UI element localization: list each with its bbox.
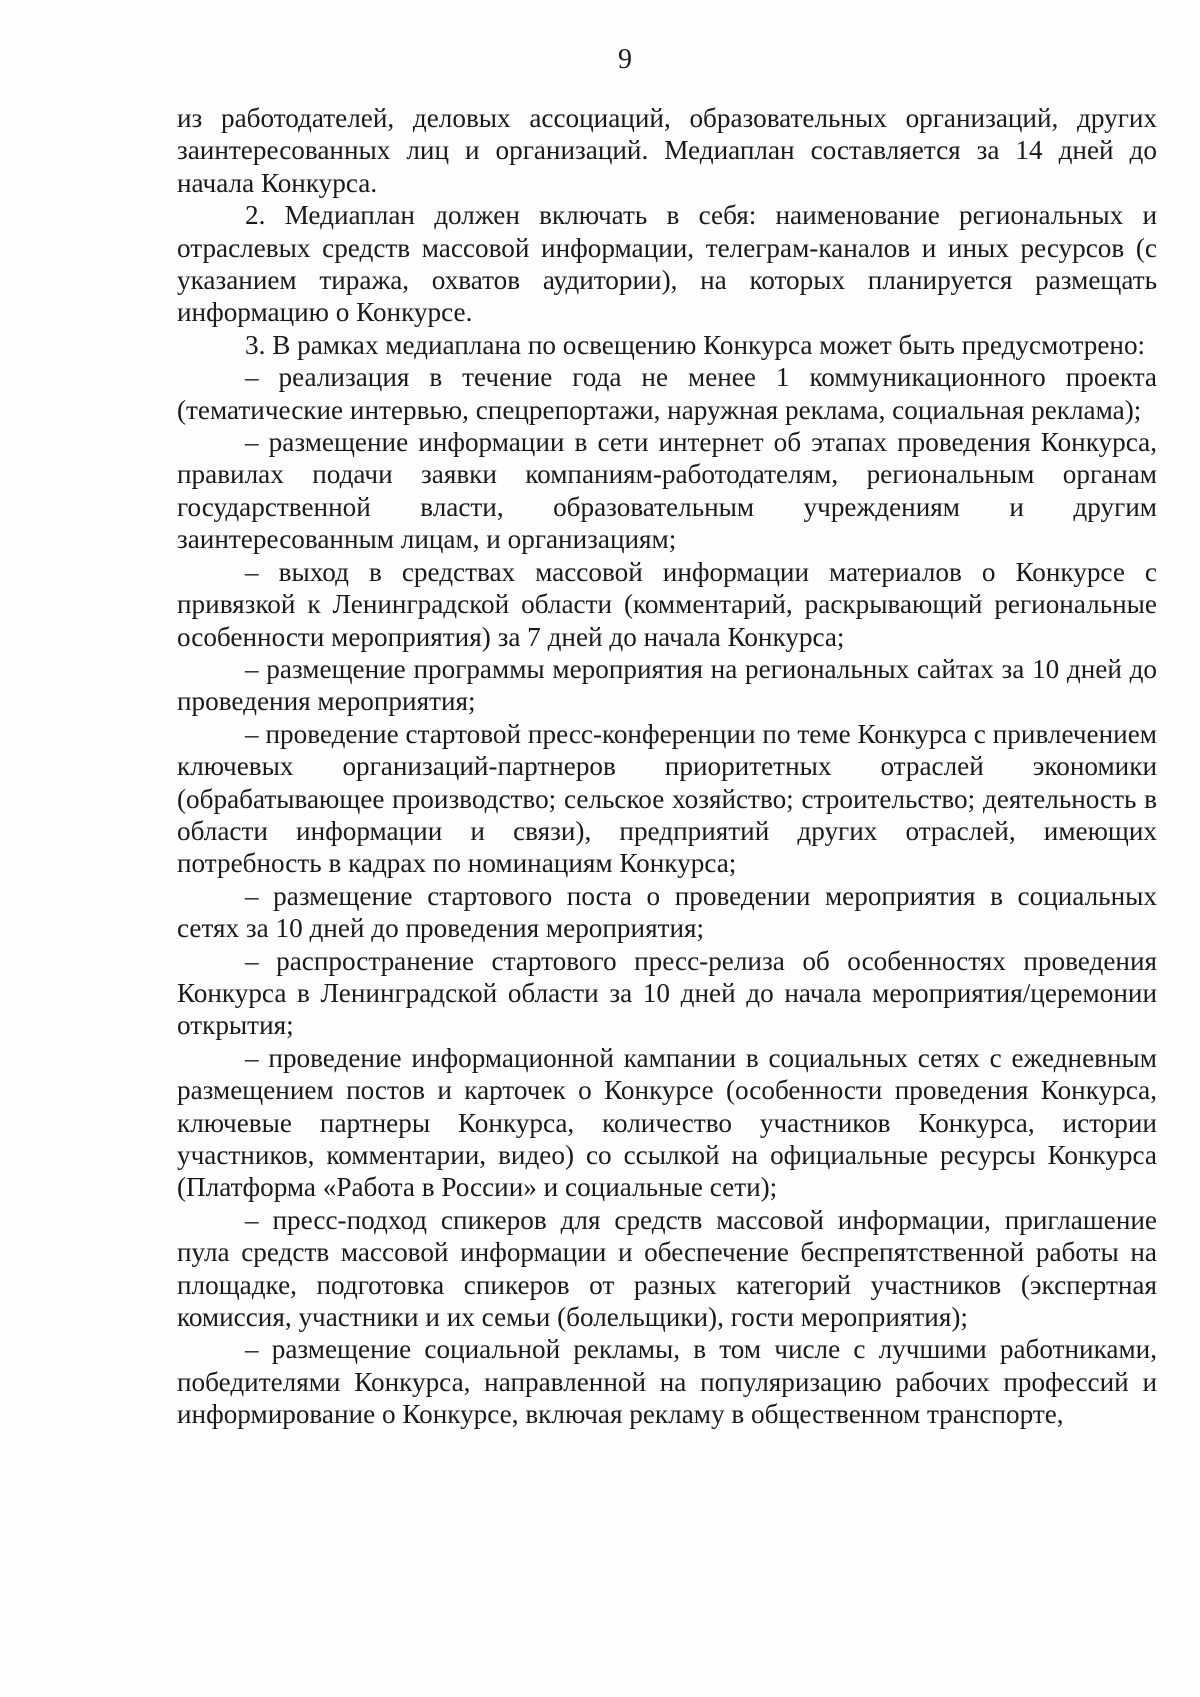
list-item-start-post: – размещение стартового поста о проведении мероприятия в социальных сетях за 10 дней до проведения мероприятия;: [177, 880, 1157, 944]
paragraph-item-3: 3. В рамках медиаплана по освещению Конкурса может быть предусмотрено:: [245, 329, 1146, 360]
list-item-program-placement: – размещение программы мероприятия на региональных сайтах за 10 дней до проведения мероприятия;: [177, 653, 1157, 717]
list-item-press-approach: – пресс-подход спикеров для средств массовой информации, приглашение пула средств массовой информации и обеспечение беспрепятственной работы на площадке, подготовка спикеров от разных категорий участников (экспертная комиссия, участники и их семьи (болельщики), гости мероприятия);: [177, 1204, 1157, 1333]
document-body: [177, 102, 1157, 1431]
paragraph-item-2: 2. Медиаплан должен включать в себя: наименование региональных и отраслевых средств массовой информации, телеграм-каналов и иных ресурсов (с указанием тиража, охватов аудитории), на которых планируется размещать информацию о Конкурсе.: [177, 200, 1157, 328]
list-item-social-advertising: – размещение социальной рекламы, в том числе с лучшими работниками, победителями Конкурса, направленной на популяризацию рабочих профессий и информирование о Конкурсе, включая рекламу в общественном транспорте,: [177, 1334, 1157, 1430]
list-item-social-campaign: – проведение информационной кампании в социальных сетях с ежедневным размещением постов и карточек о Конкурсе (особенности проведения Конкурса, ключевые партнеры Конкурса, количество участников Конкурса, истории участников, комментарии, видео) со ссылкой на официальные ресурсы Конкурса (Платформа «Работа в России» и социальные сети);: [177, 1042, 1157, 1203]
list-item-press-release: – распространение стартового пресс-релиза об особенностях проведения Конкурса в Ленинградской области за 10 дней до начала мероприятия/церемонии открытия;: [177, 945, 1157, 1041]
list-item-media-materials: – выход в средствах массовой информации материалов о Конкурсе с привязкой к Ленинградской области (комментарий, раскрывающий региональные особенности мероприятия) за 7 дней до начала Конкурса;: [177, 556, 1157, 652]
page-number: 9: [618, 44, 632, 75]
list-item-press-conference: – проведение стартовой пресс-конференции по теме Конкурса с привлечением ключевых организаций-партнеров приоритетных отраслей экономики (обрабатывающее производство; сельское хозяйство; строительство; деятельность в области информации и связи), предприятий других отраслей, имеющих потребность в кадрах по номинациям Конкурса;: [177, 718, 1157, 879]
list-item-internet-info: – размещение информации в сети интернет об этапах проведения Конкурса, правилах подачи заявки компаниям-работодателям, региональным органам государственной власти, образовательным учреждениям и другим заинтересованным лицам, и организациям;: [177, 427, 1157, 555]
paragraph-continuation: из работодателей, деловых ассоциаций, образовательных организаций, других заинтересованных лиц и организаций. Медиаплан составляется за 14 дней до начала Конкурса.: [177, 103, 1157, 198]
list-item-communication-project: – реализация в течение года не менее 1 коммуникационного проекта (тематические интервью, спецрепортажи, наружная реклама, социальная реклама);: [177, 362, 1157, 425]
